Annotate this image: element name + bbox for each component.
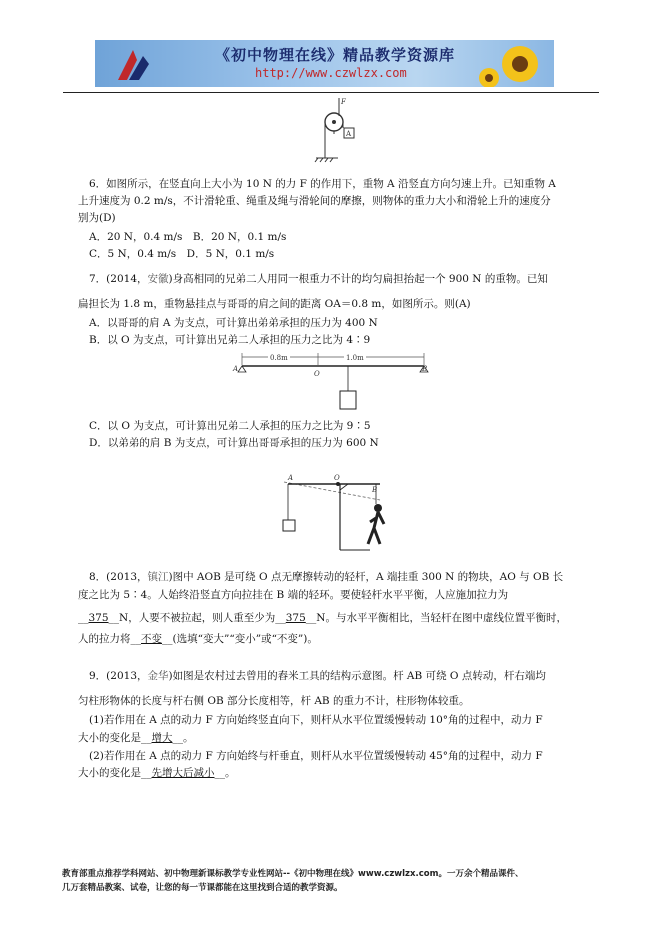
lever-point-a-label: A [288, 474, 294, 482]
q7-line2: 扁担长为 1.8 m，重物悬挂点与哥哥的肩之间的距离 OA＝0.8 m，如图所示。则(A) [78, 298, 471, 310]
q6-options-ab: A．20 N，0.4 m/s B．20 N，0.1 m/s [89, 231, 287, 243]
q7-option-b: B．以 O 为支点，可计算出兄弟二人承担的压力之比为 4∶9 [89, 334, 371, 346]
site-title: 《初中物理在线》精品教学资源库 [215, 46, 456, 64]
sunflower-image [475, 40, 554, 87]
site-url: http://www.czwlzx.com [255, 66, 407, 80]
lever-figure [280, 470, 410, 560]
force-f-label: F [341, 98, 346, 106]
footer-line1: 教育部重点推荐学科网站、初中物理新课标教学专业性网站--《初中物理在线》www.czwlzx.com。一万余个精品课件、 [62, 869, 524, 879]
q6-line3: 别为(D) [78, 212, 116, 224]
length-1-0m-label: 1.0m [346, 354, 364, 362]
header-divider [63, 92, 599, 93]
weight-a-label: A [346, 130, 352, 138]
lever-point-o-label: O [334, 474, 340, 482]
q9-region-tag: 金华 [147, 670, 169, 682]
q8-line2: 度之比为 5∶4。人始终沿竖直方向拉挂在 B 端的轻环。要使轻杆水平平衡，人应施加拉力为 [78, 589, 509, 601]
q8-answer-3: 不变 [141, 633, 162, 645]
q7-option-d: D．以弟弟的肩 B 为支点，可计算出哥哥承担的压力为 600 N [89, 437, 379, 449]
q8-line3: __375__N，人要不被拉起，则人重至少为__375__N。与水平平衡相比，当轻杆在图中虚线位置平衡时， [78, 612, 567, 624]
point-b-label: B [422, 365, 428, 373]
length-0-8m-label: 0.8m [270, 354, 288, 362]
q8-answer-1: 375 [88, 612, 109, 624]
q7-region-tag: 安徽 [147, 273, 169, 285]
point-o-label: O [314, 370, 320, 378]
q8-region-tag: 镇江 [147, 571, 169, 583]
q7-option-c: C．以 O 为支点，可计算出兄弟二人承担的压力之比为 9∶5 [89, 420, 371, 432]
q9-line2: 匀柱形物体的长度与杆右侧 OB 部分长度相等，杆 AB 的重力不计，柱形物体较重。 [78, 695, 470, 707]
q8-answer-2: 375 [285, 612, 306, 624]
q7-line1: 7．(2014，安徽)身高相同的兄弟二人用同一根重力不计的均匀扁担抬起一个 900 N 的重物。已知 [89, 273, 548, 285]
footer-line2: 几万套精品教案、试卷，让您的每一节课都能在这里找到合适的教学资源。 [62, 883, 343, 893]
carrying-pole-figure [232, 351, 432, 415]
q9-answer-2: 先增大后减小 [151, 767, 215, 779]
q7-option-a: A．以哥哥的肩 A 为支点，可计算出弟弟承担的压力为 400 N [89, 317, 378, 329]
q6-options-cd: C．5 N，0.4 m/s D．5 N，0.1 m/s [89, 248, 275, 260]
site-logo [113, 46, 153, 84]
q9-answer-1: 增大 [151, 732, 173, 744]
point-a-label: A [233, 365, 239, 373]
q9-sub1-line1: (1)若作用在 A 点的动力 F 方向始终竖直向下，则杆从水平位置缓慢转动 10°角的过程中，动力 F [89, 714, 543, 726]
q9-sub2-line2: 大小的变化是__先增大后减小__。 [78, 767, 236, 779]
q8-line4: 人的拉力将__不变__(选填“变大”“变小”或“不变”)。 [78, 633, 318, 645]
q8-line1: 8．(2013，镇江)图中 AOB 是可绕 O 点无摩擦转动的轻杆，A 端挂重 300 N 的物块，AO 与 OB 长 [89, 571, 564, 583]
q6-line2: 上升速度为 0.2 m/s，不计滑轮重、绳重及绳与滑轮间的摩擦，则物体的重力大小和滑轮上升的速度分 [78, 195, 551, 207]
q9-line1: 9．(2013，金华)如图是农村过去曾用的舂米工具的结构示意图。杆 AB 可绕 O 点转动，杆右端均 [89, 670, 546, 682]
q6-line1: 6．如图所示，在竖直向上大小为 10 N 的力 F 的作用下，重物 A 沿竖直方向匀速上升。已知重物 A [89, 178, 556, 190]
lever-point-b-label: B [372, 486, 378, 494]
q9-sub1-line2: 大小的变化是__增大__。 [78, 732, 194, 744]
pulley-figure [312, 96, 362, 164]
q9-sub2-line1: (2)若作用在 A 点的动力 F 方向始终与杆垂直，则杆从水平位置缓慢转动 45°角的过程中，动力 F [89, 750, 543, 762]
header-banner [95, 40, 554, 87]
